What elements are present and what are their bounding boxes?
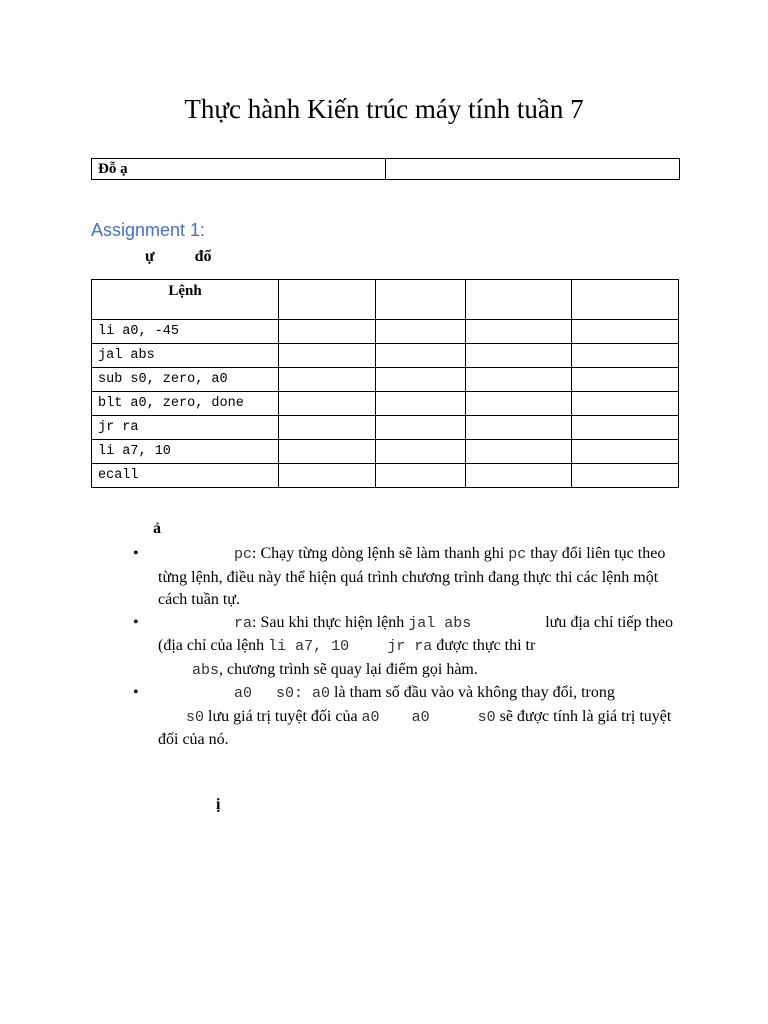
bullet-text: được thực thi tr bbox=[432, 637, 536, 654]
bullet-text: thay đổi liên tục theo từng lệnh, điều này thể hiện quá trình chương trình đang thực thi các lệnh một cách tuần tự. bbox=[158, 545, 666, 608]
bullet-icon: • bbox=[133, 613, 139, 631]
bullet-icon: • bbox=[133, 545, 139, 562]
code-a0: a0 bbox=[234, 685, 253, 702]
instruction-cell: sub s0, zero, a0 bbox=[92, 368, 279, 392]
bullet-text: : Sau khi thực hiện lệnh bbox=[252, 613, 409, 631]
header-col-5 bbox=[572, 280, 679, 320]
instruction-cell: ecall bbox=[92, 464, 279, 488]
code-pc: pc bbox=[234, 546, 253, 563]
instruction-cell: jal abs bbox=[92, 344, 279, 368]
bottom-mark: ị bbox=[216, 796, 221, 813]
list-item bbox=[130, 612, 690, 683]
info-cell-empty bbox=[386, 159, 680, 180]
code-a0-2: a0 bbox=[361, 708, 380, 726]
bullet-text: sẽ được tính là giá trị tuyệt đối của nó. bbox=[158, 707, 672, 748]
remarks-list bbox=[130, 543, 690, 752]
info-table bbox=[91, 158, 680, 180]
code-li-a7: li a7, 10 bbox=[268, 638, 350, 655]
code-s0-2: s0 bbox=[477, 708, 496, 726]
table-row bbox=[92, 344, 679, 368]
code-ra: ra bbox=[234, 614, 253, 632]
sub-label-part-2: đổ bbox=[194, 248, 212, 265]
list-item bbox=[130, 543, 690, 612]
header-lenh: Lệnh bbox=[92, 280, 279, 320]
table-row bbox=[92, 368, 679, 392]
table-row bbox=[92, 416, 679, 440]
bullet-text: lưu giá trị tuyệt đối của bbox=[204, 707, 362, 725]
instruction-cell: li a0, -45 bbox=[92, 320, 279, 344]
code-a0-3: a0 bbox=[411, 708, 430, 726]
sub-label-part-1: ự bbox=[145, 248, 155, 265]
header-col-4 bbox=[466, 280, 572, 320]
code-jr-ra: jr ra bbox=[387, 638, 433, 655]
bullet-text: là tham số đầu vào và không thay đổi, trong bbox=[330, 684, 615, 701]
code-s0-a0: s0: a0 bbox=[276, 685, 331, 702]
table-row bbox=[92, 320, 679, 344]
header-col-2 bbox=[279, 280, 376, 320]
page-title: Thực hành Kiến trúc máy tính tuần 7 bbox=[184, 94, 584, 124]
bullet-text: , chương trình sẽ quay lại điểm gọi hàm. bbox=[219, 660, 478, 678]
header-col-3 bbox=[376, 280, 466, 320]
bullet-text: : Chạy từng dòng lệnh sẽ làm thanh ghi bbox=[252, 545, 509, 562]
info-cell-name: Đỗ ạ bbox=[92, 159, 386, 180]
table-row bbox=[92, 440, 679, 464]
remarks-heading: ả bbox=[153, 520, 161, 537]
assignment-heading: Assignment 1: bbox=[91, 220, 206, 240]
register-table bbox=[91, 279, 679, 488]
instruction-cell: li a7, 10 bbox=[92, 440, 279, 464]
table-row bbox=[92, 464, 679, 488]
assignment-sub-label bbox=[145, 248, 212, 266]
table-row bbox=[92, 392, 679, 416]
bullet-text: lưu địa chỉ tiếp theo (địa chỉ của lệnh bbox=[158, 613, 673, 654]
code-s0: s0 bbox=[186, 708, 205, 726]
register-table-header bbox=[92, 280, 679, 320]
bullet-icon: • bbox=[133, 684, 139, 701]
code-pc-2: pc bbox=[508, 546, 527, 563]
instruction-cell: jr ra bbox=[92, 416, 279, 440]
list-item bbox=[130, 682, 690, 752]
instruction-cell: blt a0, zero, done bbox=[92, 392, 279, 416]
code-jal-abs: jal abs bbox=[408, 614, 472, 632]
code-abs: abs bbox=[192, 661, 220, 679]
